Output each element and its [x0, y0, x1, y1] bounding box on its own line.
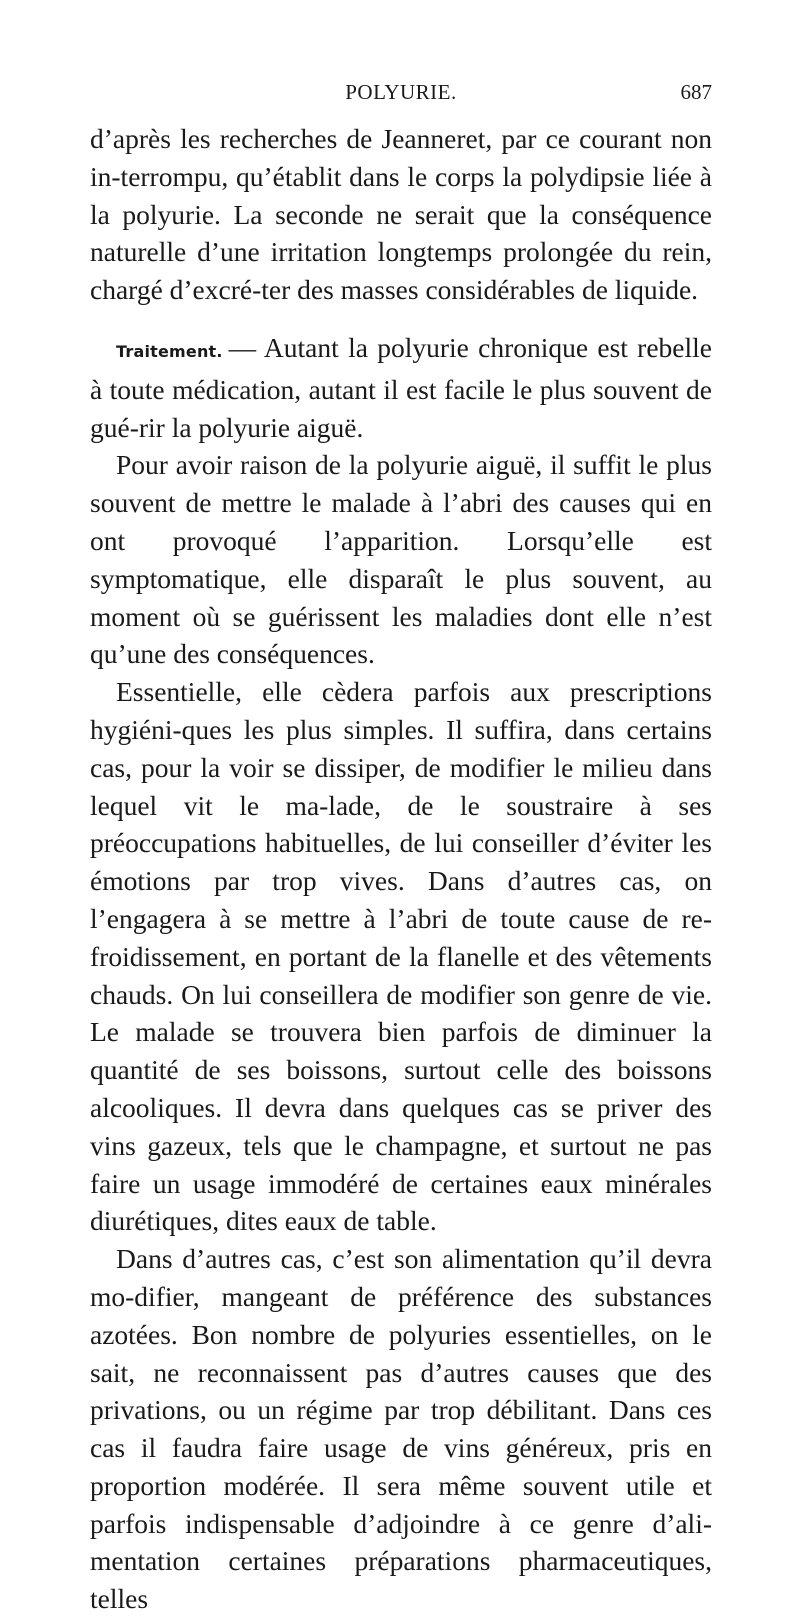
paragraph-4: Essentielle, elle cèdera parfois aux prescriptions hygiéni-ques les plus simples. Il suffira, dans certains cas, pour la voir se dissiper, de modifier le milieu dans lequel vit le ma-lade, de le soustraire à ses préoccupations habituelles, de lui conseiller d’éviter les émotions par trop vives. Dans d’autres cas, on l’engagera à se mettre à l’abri de toute cause de re-froidissement, en portant de la flanelle et des vêtements chauds. On lui conseillera de modifier son genre de vie. Le malade se trouvera bien parfois de diminuer la quantité de ses boissons, surtout celle des boissons alcooliques. Il devra dans quelques cas se priver des vins gazeux, tels que le champagne, et surtout ne pas faire un usage immodéré de certaines eaux minérales diurétiques, dites eaux de table.	[90, 676, 712, 1237]
paragraph-2-text: — Autant la polyurie chronique est rebelle à toute médication, autant il est facile le plus souvent de gué-rir la polyurie aiguë.	[90, 331, 712, 443]
paragraph-2	[90, 329, 712, 446]
paragraph-1: d’après les recherches de Jeanneret, par ce courant non in-terrompu, qu’établit dans le corps la polydipsie liée à la polyurie. La seconde ne serait que la conséquence naturelle d’une irritation longtemps prolongée du rein, chargé d’excré-ter des masses considérables de liquide.	[90, 123, 712, 306]
paragraph-3: Pour avoir raison de la polyurie aiguë, il suffit le plus souvent de mettre le malade à l’abri des causes qui en ont provoqué l’apparition. Lorsqu’elle est symptomatique, elle disparaît le plus souvent, au moment où se guérissent les maladies dont elle n’est qu’une des conséquences.	[90, 449, 712, 670]
section-heading-traitement: Traitement.	[116, 341, 223, 361]
book-page	[90, 80, 712, 1618]
page-number: 687	[680, 80, 712, 104]
paragraph-5: Dans d’autres cas, c’est son alimentation qu’il devra mo-difier, mangeant de préférence des substances azotées. Bon nombre de polyuries essentielles, on le sait, ne reconnaissent pas d’autres causes que des privations, ou un régime par trop débilitant. Dans ces cas il faudra faire usage de vins généreux, pris en proportion modérée. Il sera même souvent utile et parfois indispensable d’adjoindre à ce genre d’ali-mentation certaines préparations pharmaceutiques, telles	[90, 1243, 712, 1615]
running-title: POLYURIE.	[345, 80, 457, 104]
page-header	[90, 80, 712, 120]
